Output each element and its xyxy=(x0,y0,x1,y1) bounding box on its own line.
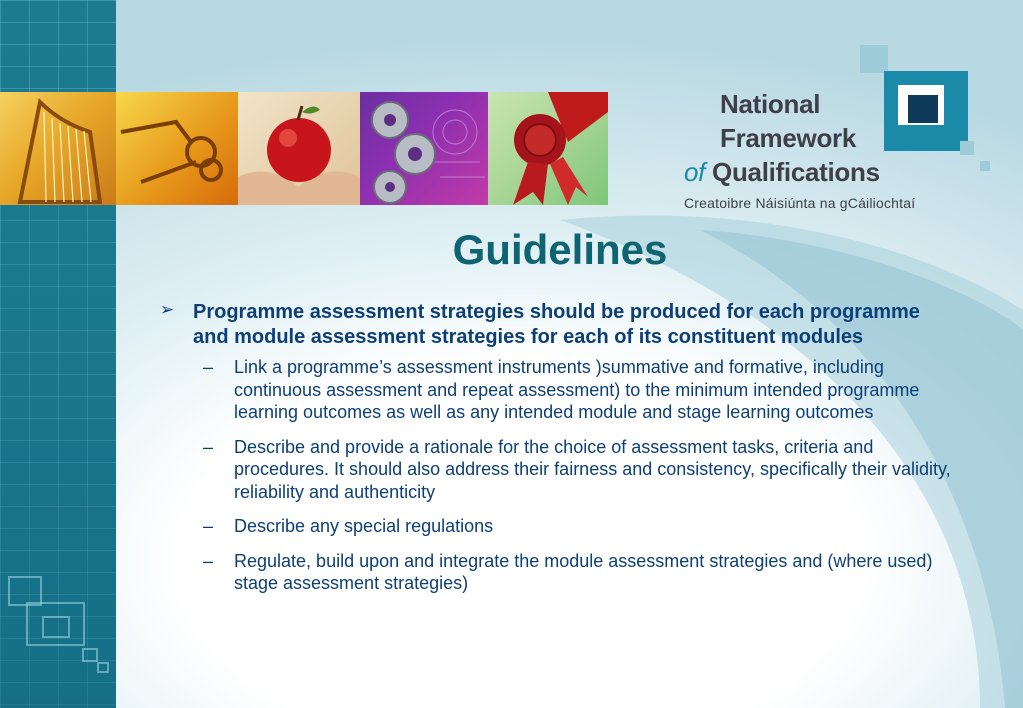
slide-body xyxy=(160,300,960,607)
header-photo-strip xyxy=(0,92,608,205)
sub-bullet-item xyxy=(160,550,960,595)
dash-bullet-icon: – xyxy=(203,436,214,457)
harp-photo xyxy=(0,92,116,205)
dash-bullet-icon: – xyxy=(203,550,214,571)
logo-irish-name: Creatoibre Náisiúnta na gCáiliochtaí xyxy=(684,195,916,211)
dash-bullet-icon: – xyxy=(203,516,214,536)
sub-bullet-text: Describe and provide a rationale for the choice of assessment tasks, criteria and procedures. It should also address their fairness and consistency, specifically their validity, reliability and authenticity xyxy=(234,436,951,502)
sub-bullet-item xyxy=(160,436,960,504)
slide-title: Guidelines xyxy=(452,226,668,273)
sub-bullet-item xyxy=(160,356,960,424)
sub-bullet-item xyxy=(160,515,960,538)
bullet-item xyxy=(160,300,960,350)
logo-line-qualifications xyxy=(684,157,880,188)
sub-bullet-text: Link a programme’s assessment instruments )summative and formative, including continuous assessment and repeat assessment) to the minimum intended programme learning outcomes as well as any intended module and stage learning outcomes xyxy=(234,357,920,422)
gears-photo xyxy=(360,92,488,205)
nfq-logo xyxy=(684,45,1004,215)
dash-bullet-icon: – xyxy=(203,357,214,377)
apple-hands-photo xyxy=(238,92,360,205)
keys-photo xyxy=(116,92,238,205)
logo-line-framework: Framework xyxy=(720,123,857,153)
sub-bullet-text: Describe any special regulations xyxy=(234,516,494,536)
logo-of: of xyxy=(684,157,706,187)
sub-bullet-text: Regulate, build upon and integrate the module assessment strategies and (where used) stage assessment strategies) xyxy=(234,550,933,593)
logo-line-national: National xyxy=(720,89,821,119)
wax-seal-photo xyxy=(488,92,608,205)
arrow-bullet-icon: ➢ xyxy=(160,300,175,320)
logo-qualifications: Qualifications xyxy=(712,157,880,187)
bullet-text: Programme assessment strategies should be produced for each programme and module assessment strategies for each of its constituent modules xyxy=(193,301,920,348)
